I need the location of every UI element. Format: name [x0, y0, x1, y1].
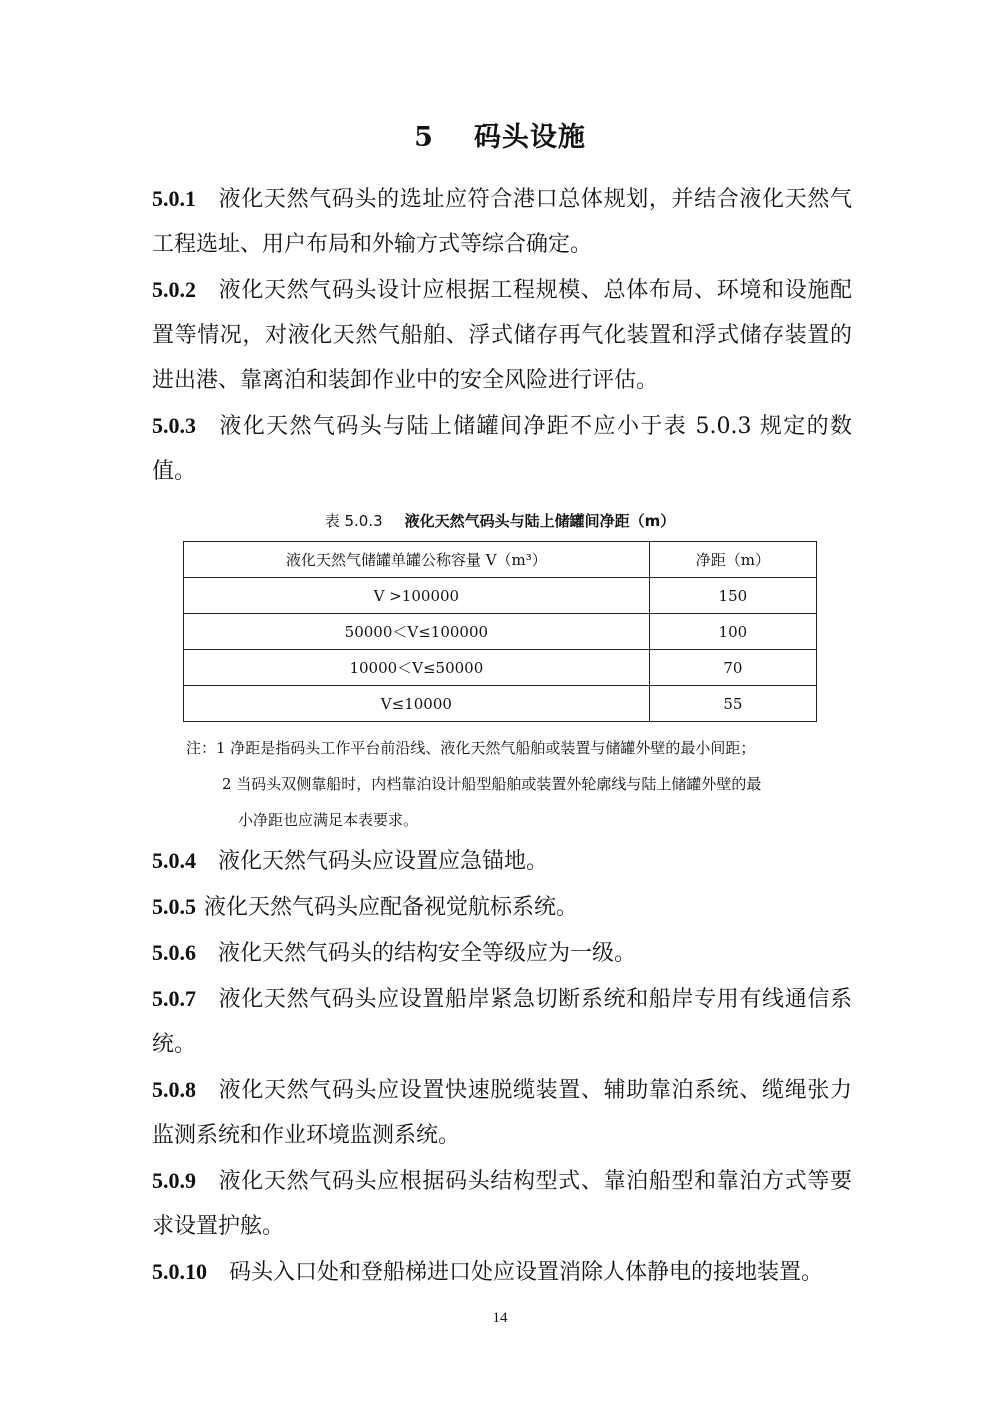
clause-text: 液化天然气码头应配备视觉航标系统。: [204, 895, 579, 920]
clause-5-0-1: [152, 176, 852, 267]
table-cell-capacity: V >100000: [184, 578, 650, 614]
clause-text: 码头入口处和登船梯进口处应设置消除人体静电的接地装置。: [229, 1260, 824, 1285]
clauses-top: [152, 176, 852, 494]
clause-5-0-10: [152, 1249, 852, 1295]
clause-text: 液化天然气码头应设置快速脱缆装置、辅助靠泊系统、缆绳张力监测系统和作业环境监测系统。: [152, 1078, 852, 1148]
table-cell-capacity: V≤10000: [184, 686, 650, 722]
table-row: [184, 650, 817, 686]
table-cell-distance: 55: [649, 686, 816, 722]
table-cell-distance: 70: [649, 650, 816, 686]
clause-5-0-8: [152, 1067, 852, 1158]
table-caption-title: 液化天然气码头与陆上储罐间净距（m）: [404, 512, 676, 530]
clause-text: 液化天然气码头的结构安全等级应为一级。: [218, 941, 637, 966]
table-cell-distance: 100: [649, 614, 816, 650]
clauses-bottom: [152, 838, 852, 1295]
clause-text: 液化天然气码头的选址应符合港口总体规划，并结合液化天然气工程选址、用户布局和外输方式等综合确定。: [152, 187, 852, 257]
table-header-row: [184, 542, 817, 578]
clause-number: 5.0.2: [152, 277, 196, 302]
clause-text: 液化天然气码头设计应根据工程规模、总体布局、环境和设施配置等情况，对液化天然气船舶、浮式储存再气化装置和浮式储存装置的进出港、靠离泊和装卸作业中的安全风险进行评估。: [152, 278, 852, 393]
chapter-title: [0, 116, 1000, 160]
clause-5-0-3: [152, 403, 852, 494]
table-cell-distance: 150: [649, 578, 816, 614]
clause-number: 5.0.1: [152, 186, 196, 211]
table-header-capacity: 液化天然气储罐单罐公称容量 V（m³）: [184, 542, 650, 578]
table-row: [184, 686, 817, 722]
table-note-1: 注：1 净距是指码头工作平台前沿线、液化天然气船舶或装置与储罐外壁的最小间距；: [186, 739, 756, 757]
clause-text: 液化天然气码头应根据码头结构型式、靠泊船型和靠泊方式等要求设置护舷。: [152, 1169, 852, 1239]
table-notes: [186, 730, 846, 838]
table-header-distance: 净距（m）: [649, 542, 816, 578]
clause-text: 液化天然气码头与陆上储罐间净距不应小于表 5.0.3 规定的数值。: [152, 414, 852, 484]
chapter-heading: 码头设施: [473, 122, 586, 153]
clause-number: 5.0.10: [152, 1259, 207, 1284]
table-cell-capacity: 50000＜V≤100000: [184, 614, 650, 650]
table-caption-number: 表 5.0.3: [324, 512, 383, 530]
clause-number: 5.0.6: [152, 940, 196, 965]
table-caption: [0, 508, 1000, 534]
clause-5-0-9: [152, 1158, 852, 1249]
clause-5-0-7: [152, 976, 852, 1067]
clause-number: 5.0.9: [152, 1168, 196, 1193]
clause-number: 5.0.8: [152, 1077, 196, 1102]
table-cell-capacity: 10000＜V≤50000: [184, 650, 650, 686]
clause-5-0-4: [152, 838, 852, 884]
clause-5-0-5: [152, 884, 852, 930]
table-row: [184, 578, 817, 614]
chapter-number: 5: [414, 122, 434, 153]
clause-5-0-2: [152, 267, 852, 403]
table-note-2: 2 当码头双侧靠船时，内档靠泊设计船型船舶或装置外轮廓线与陆上储罐外壁的最: [222, 775, 762, 793]
clearance-table: [183, 541, 817, 722]
clause-5-0-6: [152, 930, 852, 976]
clause-number: 5.0.3: [152, 413, 196, 438]
clause-number: 5.0.7: [152, 986, 196, 1011]
page-number: 14: [492, 1310, 508, 1326]
table-note-2-continued: 小净距也应满足本表要求。: [238, 811, 419, 829]
clause-number: 5.0.4: [152, 848, 196, 873]
clause-number: 5.0.5: [152, 894, 196, 919]
table-row: [184, 614, 817, 650]
clause-text: 液化天然气码头应设置船岸紧急切断系统和船岸专用有线通信系统。: [152, 987, 852, 1057]
clause-text: 液化天然气码头应设置应急锚地。: [218, 849, 549, 874]
